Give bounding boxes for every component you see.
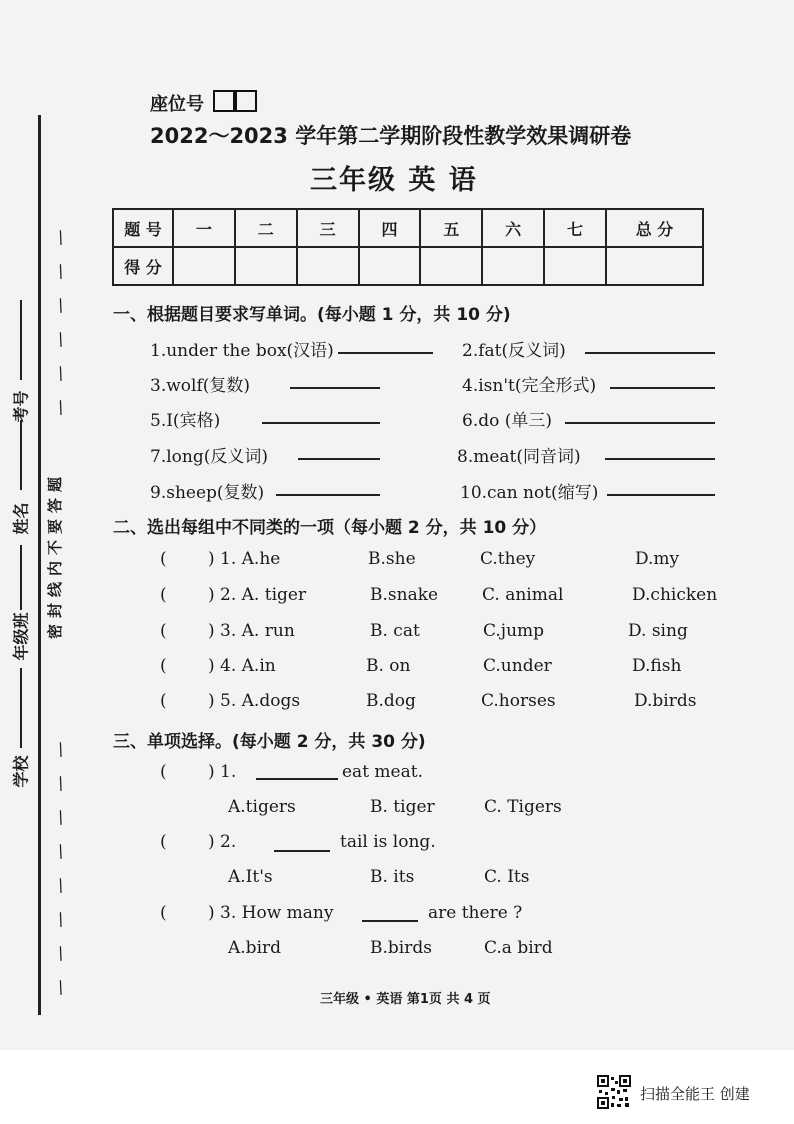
section3-option: C. Its bbox=[484, 867, 530, 887]
answer-blank[interactable] bbox=[605, 458, 715, 460]
answer-blank[interactable] bbox=[276, 494, 380, 496]
grade-class-blank[interactable] bbox=[20, 545, 22, 610]
answer-blank[interactable] bbox=[585, 352, 715, 354]
score-table-header-row bbox=[113, 209, 703, 247]
exam-subtitle: 三年级 英 语 bbox=[310, 165, 478, 196]
score-input-cell[interactable] bbox=[235, 247, 297, 285]
score-cell: 一 bbox=[173, 209, 235, 247]
school-label: 学校 bbox=[11, 755, 31, 788]
section2-question: ) 2. A. tiger bbox=[208, 585, 307, 605]
page-footer: 三年级 • 英语 第1页 共 4 页 bbox=[320, 992, 491, 1007]
section2-question: ) 5. A.dogs bbox=[208, 691, 301, 711]
score-input-cell[interactable] bbox=[359, 247, 421, 285]
score-cell: 四 bbox=[359, 209, 421, 247]
score-table bbox=[112, 208, 704, 286]
seat-box-2[interactable] bbox=[235, 90, 257, 112]
section1-item: 3.wolf(复数) bbox=[150, 376, 250, 396]
section3-question-text: are there ? bbox=[428, 903, 523, 923]
name-label: 姓名 bbox=[11, 502, 31, 535]
answer-blank[interactable] bbox=[565, 422, 715, 424]
section3-option: A.tigers bbox=[228, 797, 296, 817]
section3-option: B. tiger bbox=[370, 797, 435, 817]
score-table-score-row bbox=[113, 247, 703, 285]
section1-heading: 一、根据题目要求写单词。(每小题 1 分，共 10 分) bbox=[113, 305, 511, 325]
scanner-watermark: 扫描全能王 创建 bbox=[640, 1085, 750, 1103]
score-cell: 二 bbox=[235, 209, 297, 247]
section1-item: 1.under the box(汉语) bbox=[150, 341, 334, 361]
section1-item: 2.fat(反义词) bbox=[462, 341, 566, 361]
section2-option: C.horses bbox=[481, 691, 556, 711]
answer-paren-open[interactable]: ( bbox=[160, 903, 167, 923]
section2-option: D.my bbox=[635, 549, 680, 569]
section3-question-number: ) 2. bbox=[208, 832, 237, 852]
section1-item: 7.long(反义词) bbox=[150, 447, 268, 467]
answer-blank[interactable] bbox=[274, 850, 330, 852]
section2-heading: 二、选出每组中不同类的一项（每小题 2 分，共 10 分） bbox=[113, 518, 547, 538]
score-cell: 三 bbox=[297, 209, 359, 247]
score-cell: 六 bbox=[482, 209, 544, 247]
answer-paren-open[interactable]: ( bbox=[160, 832, 167, 852]
section3-question-text: eat meat. bbox=[342, 762, 423, 782]
answer-blank[interactable] bbox=[362, 920, 418, 922]
section2-option: C.jump bbox=[483, 621, 545, 641]
answer-blank[interactable] bbox=[610, 387, 715, 389]
section1-item: 4.isn't(完全形式) bbox=[462, 376, 597, 396]
section2-option: B.she bbox=[368, 549, 416, 569]
exam-title: 2022～2023 学年第二学期阶段性教学效果调研卷 bbox=[150, 124, 632, 148]
score-cell: 七 bbox=[544, 209, 606, 247]
score-row-label: 得 分 bbox=[113, 247, 173, 285]
score-input-cell[interactable] bbox=[420, 247, 482, 285]
answer-blank[interactable] bbox=[607, 494, 715, 496]
section1-item: 10.can not(缩写) bbox=[460, 483, 599, 503]
score-cell: 总 分 bbox=[606, 209, 703, 247]
answer-paren-open[interactable]: ( bbox=[160, 585, 167, 605]
section2-option: C. animal bbox=[482, 585, 564, 605]
section2-option: B.snake bbox=[370, 585, 439, 605]
section3-option: B. its bbox=[370, 867, 415, 887]
grade-class-label: 年级班 bbox=[11, 612, 31, 661]
answer-blank[interactable] bbox=[262, 422, 380, 424]
section1-item: 5.I(宾格) bbox=[150, 411, 221, 431]
section2-question: ) 4. A.in bbox=[208, 656, 276, 676]
score-cell: 题 号 bbox=[113, 209, 173, 247]
section2-question: ) 3. A. run bbox=[208, 621, 295, 641]
section2-question: ) 1. A.he bbox=[208, 549, 281, 569]
qr-code-icon bbox=[597, 1075, 631, 1109]
section3-option: B.birds bbox=[370, 938, 432, 958]
score-input-cell[interactable] bbox=[606, 247, 703, 285]
section3-question-number: ) 3. How many bbox=[208, 903, 334, 923]
section3-option: A.bird bbox=[228, 938, 282, 958]
section1-item: 6.do (单三) bbox=[462, 411, 553, 431]
section3-question-text: tail is long. bbox=[340, 832, 436, 852]
answer-blank[interactable] bbox=[338, 352, 433, 354]
section1-item: 9.sheep(复数) bbox=[150, 483, 265, 503]
answer-paren-open[interactable]: ( bbox=[160, 691, 167, 711]
section2-option: C.under bbox=[483, 656, 552, 676]
exam-no-label: 考号 bbox=[11, 390, 31, 423]
answer-paren-open[interactable]: ( bbox=[160, 621, 167, 641]
section2-option: D.birds bbox=[634, 691, 697, 711]
answer-paren-open[interactable]: ( bbox=[160, 549, 167, 569]
section3-option: C. Tigers bbox=[484, 797, 562, 817]
section2-option: C.they bbox=[480, 549, 536, 569]
seat-number-label: 座位号 bbox=[150, 94, 204, 115]
score-input-cell[interactable] bbox=[544, 247, 606, 285]
seal-warning: 密封线内不要答题 bbox=[46, 471, 64, 640]
answer-paren-open[interactable]: ( bbox=[160, 656, 167, 676]
seat-box-1[interactable] bbox=[213, 90, 235, 112]
section2-option: B. on bbox=[366, 656, 411, 676]
section2-option: D.fish bbox=[632, 656, 682, 676]
answer-paren-open[interactable]: ( bbox=[160, 762, 167, 782]
section2-option: B.dog bbox=[366, 691, 416, 711]
exam-no-blank[interactable] bbox=[20, 300, 22, 380]
section2-option: B. cat bbox=[370, 621, 420, 641]
score-cell: 五 bbox=[420, 209, 482, 247]
score-input-cell[interactable] bbox=[297, 247, 359, 285]
section3-question-number: ) 1. bbox=[208, 762, 237, 782]
answer-blank[interactable] bbox=[290, 387, 380, 389]
section3-heading: 三、单项选择。(每小题 2 分，共 30 分) bbox=[113, 732, 426, 752]
section2-option: D. sing bbox=[628, 621, 688, 641]
school-blank[interactable] bbox=[20, 668, 22, 748]
name-blank[interactable] bbox=[20, 420, 22, 490]
section2-option: D.chicken bbox=[632, 585, 718, 605]
binding-line bbox=[38, 115, 41, 1015]
score-input-cell[interactable] bbox=[173, 247, 235, 285]
section1-item: 8.meat(同音词) bbox=[457, 447, 581, 467]
answer-blank[interactable] bbox=[256, 778, 338, 780]
answer-blank[interactable] bbox=[298, 458, 380, 460]
section3-option: C.a bird bbox=[484, 938, 553, 958]
section3-option: A.It's bbox=[228, 867, 273, 887]
score-input-cell[interactable] bbox=[482, 247, 544, 285]
